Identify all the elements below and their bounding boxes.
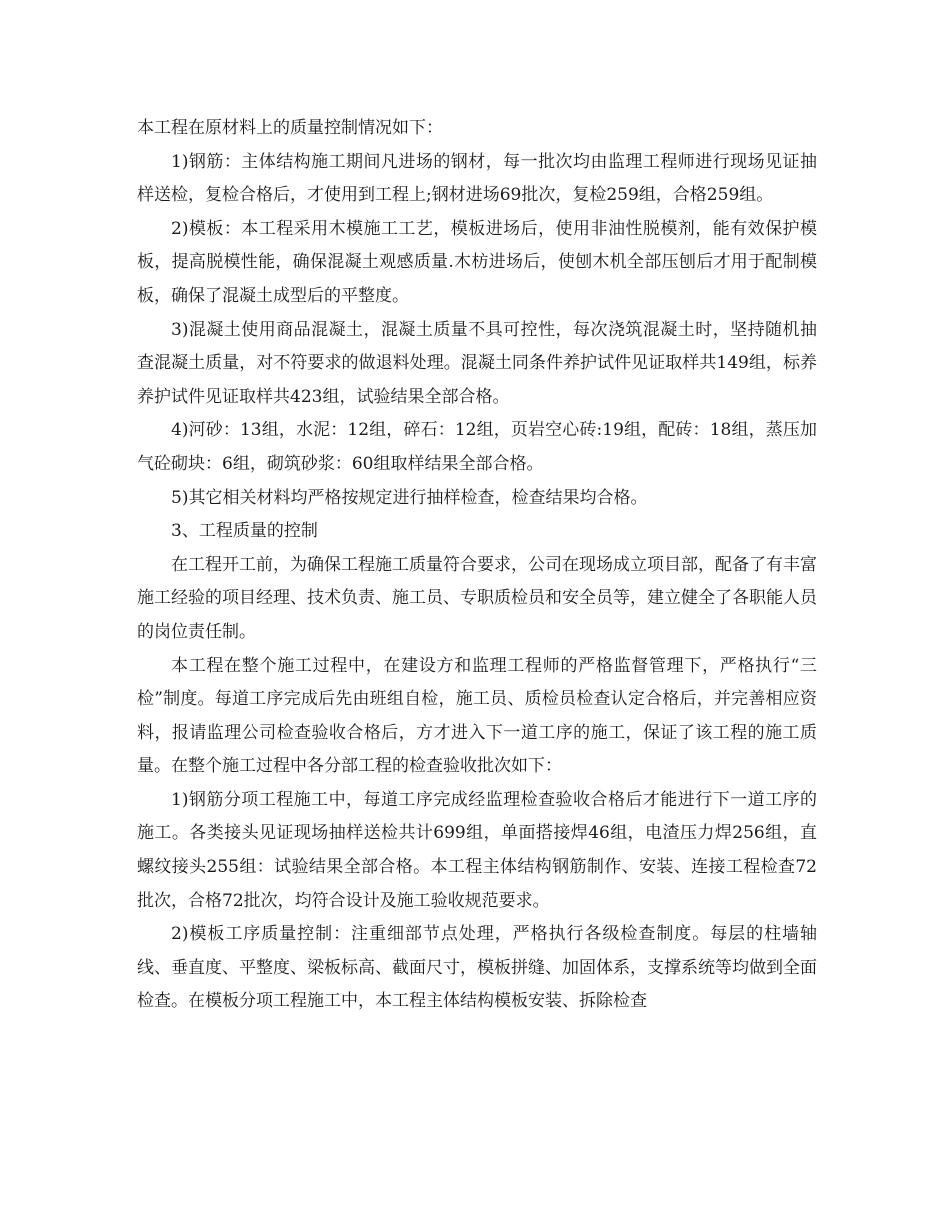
paragraph-project-team: 在工程开工前，为确保工程施工质量符合要求，公司在现场成立项目部，配备了有丰富施工经验的项目经理、技术负责、施工员、专职质检员和安全员等，建立健全了各职能人员的岗位责任制。 bbox=[137, 554, 817, 642]
paragraph-three-checks: 本工程在整个施工过程中，在建设方和监理工程师的严格监督管理下，严格执行“三检”制度。每道工序完成后先由班组自检，施工员、质检员检查认定合格后，并完善相应资料，报请监理公司检查验收合格后，方才进入下一道工序的施工，保证了该工程的施工质量。在整个施工过程中各分部工程的检查验收批次如下： bbox=[137, 655, 817, 777]
paragraph-other-materials: 5)其它相关材料均严格按规定进行抽样检查，检查结果均合格。 bbox=[171, 487, 648, 508]
paragraph-intro: 本工程在原材料上的质量控制情况如下： bbox=[137, 118, 443, 138]
paragraph-formwork-inspection: 2)模板工序质量控制：注重细部节点处理，严格执行各级检查制度。每层的柱墙轴线、垂直度、平整度、梁板标高、截面尺寸，模板拼缝、加固体系，支撑系统等均做到全面检查。在模板分项工程施工中，本工程主体结构模板安装、拆除检查 bbox=[137, 924, 817, 1012]
section-heading-quality-control: 3、工程质量的控制 bbox=[171, 521, 318, 542]
paragraph-rebar-inspection: 1)钢筋分项工程施工中，每道工序完成经监理检查验收合格后才能进行下一道工序的施工。各类接头见证现场抽样送检共计699组，单面搭接焊46组，电渣压力焊256组，直螺纹接头255组：试验结果全部合格。本工程主体结构钢筋制作、安装、连接工程检查72批次，合格72批次，均符合设计及施工验收规范要求。 bbox=[137, 789, 817, 911]
paragraph-steel: 1)钢筋：主体结构施工期间凡进场的钢材，每一批次均由监理工程师进行现场见证抽样送检，复检合格后，才使用到工程上;钢材进场69批次，复检259组，合格259组。 bbox=[137, 151, 817, 206]
document-body bbox=[137, 112, 817, 1019]
paragraph-aggregates: 4)河砂：13组，水泥：12组，碎石：12组，页岩空心砖:19组，配砖：18组，蒸压加气砼砌块：6组，砌筑砂浆：60组取样结果全部合格。 bbox=[137, 420, 817, 474]
paragraph-concrete: 3)混凝土使用商品混凝土，混凝土质量不具可控性，每次浇筑混凝土时，坚持随机抽查混凝土质量，对不符要求的做退料处理。混凝土同条件养护试件见证取样共149组，标养养护试件见证取样共423组，试验结果全部合格。 bbox=[137, 319, 817, 407]
paragraph-formwork: 2)模板：本工程采用木模施工工艺，模板进场后，使用非油性脱模剂，能有效保护模板，提高脱模性能，确保混凝土观感质量.木枋进场后，使刨木机全部压刨后才用于配制模板，确保了混凝土成型后的平整度。 bbox=[137, 218, 817, 306]
